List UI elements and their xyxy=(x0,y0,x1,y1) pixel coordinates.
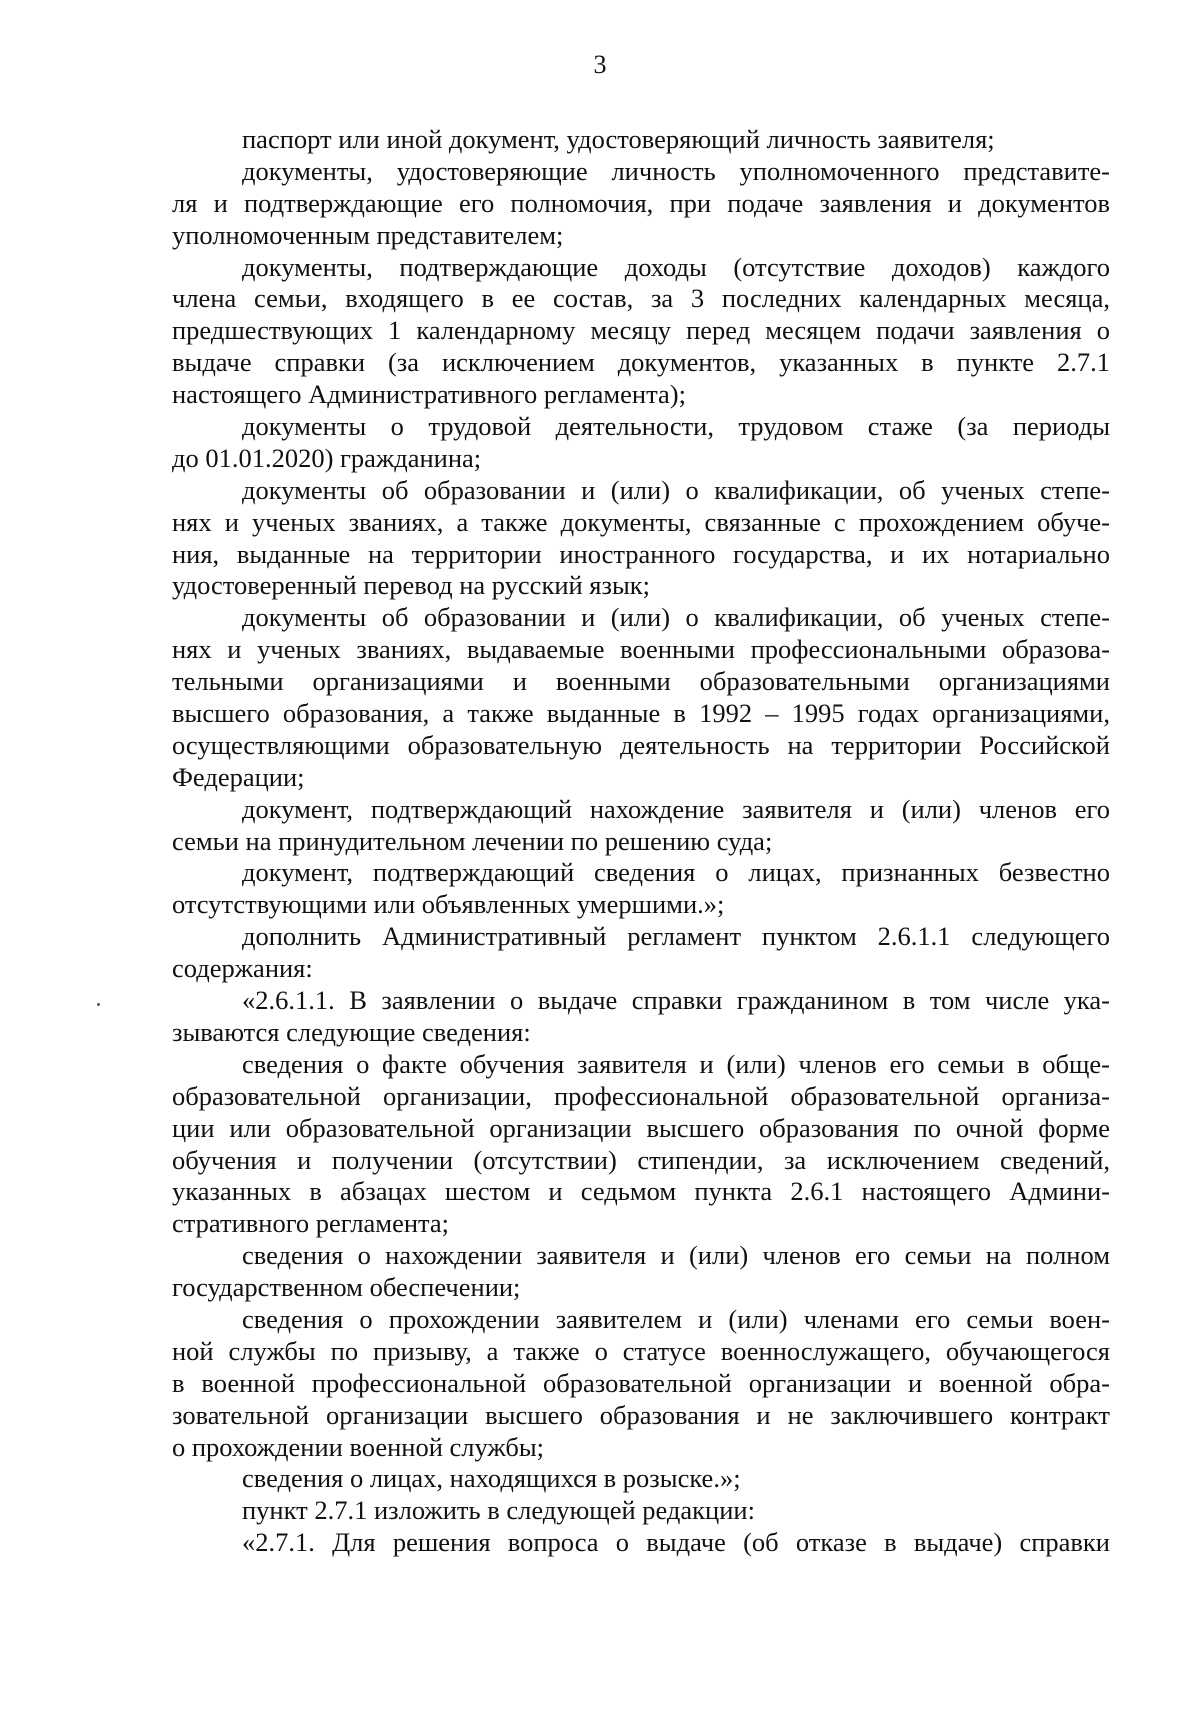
text-line: государственном обеспечении; xyxy=(172,1272,521,1303)
text-line: Федерации; xyxy=(172,761,305,792)
text-line: осуществляющими образовательную деятельность на территории Российской xyxy=(172,729,1110,760)
text-line: отсутствующими или объявленных умершими.»; xyxy=(172,889,725,920)
text-line: нях и ученых званиях, а также документы, связанные с прохождением обуче- xyxy=(172,506,1110,537)
text-line: зовательной организации высшего образования и не заключившего контракт xyxy=(172,1399,1110,1430)
text-line: содержания: xyxy=(172,953,313,984)
text-line: ной службы по призыву, а также о статусе военнослужащего, обучающегося xyxy=(172,1335,1110,1366)
text-line: зываются следующие сведения: xyxy=(172,1016,531,1047)
text-line: сведения о нахождении заявителя и (или) членов его семьи на полном xyxy=(242,1240,1110,1271)
text-line: пункт 2.7.1 изложить в следующей редакции: xyxy=(242,1495,755,1526)
text-line: документы, удостоверяющие личность уполномоченного представите- xyxy=(242,155,1110,186)
text-line: сведения о прохождении заявителем и (или) членами его семьи воен- xyxy=(242,1303,1110,1334)
text-line: ния, выданные на территории иностранного государства, и их нотариально xyxy=(172,538,1110,569)
text-line: тельными организациями и военными образовательными организациями xyxy=(172,666,1110,697)
text-line: обучения и получении (отсутствии) стипендии, за исключением сведений, xyxy=(172,1144,1110,1175)
text-line: документ, подтверждающий сведения о лицах, признанных безвестно xyxy=(242,857,1110,888)
document-body xyxy=(172,124,1110,1559)
text-line: высшего образования, а также выданные в 1992 – 1995 годах организациями, xyxy=(172,698,1110,729)
text-line: уполномоченным представителем; xyxy=(172,219,564,250)
page-number: 3 xyxy=(593,50,607,79)
text-line: дополнить Административный регламент пунктом 2.6.1.1 следующего xyxy=(242,921,1110,952)
text-line: члена семьи, входящего в ее состав, за 3 последних календарных месяца, xyxy=(172,283,1110,314)
scan-speck xyxy=(97,1003,100,1006)
text-line: нях и ученых званиях, выдаваемые военными профессиональными образова- xyxy=(172,634,1110,665)
text-line: документы, подтверждающие доходы (отсутствие доходов) каждого xyxy=(242,251,1110,282)
text-line: сведения о факте обучения заявителя и (или) членов его семьи в обще- xyxy=(242,1048,1110,1079)
text-line: в военной профессиональной образовательной организации и военной обра- xyxy=(172,1367,1110,1398)
text-line: образовательной организации, профессиональной образовательной организа- xyxy=(172,1080,1110,1111)
text-line: до 01.01.2020) гражданина; xyxy=(172,442,482,473)
text-line: ции или образовательной организации высшего образования по очной форме xyxy=(172,1112,1110,1143)
text-line: о прохождении военной службы; xyxy=(172,1431,545,1462)
text-line: стративного регламента; xyxy=(172,1208,450,1239)
text-line: документ, подтверждающий нахождение заявителя и (или) членов его xyxy=(242,793,1110,824)
text-line: «2.6.1.1. В заявлении о выдаче справки гражданином в том числе ука- xyxy=(242,985,1110,1016)
text-line: предшествующих 1 календарному месяцу перед месяцем подачи заявления о xyxy=(172,315,1110,346)
text-line: указанных в абзацах шестом и седьмом пункта 2.6.1 настоящего Админи- xyxy=(172,1176,1110,1207)
text-line: документы о трудовой деятельности, трудовом стаже (за периоды xyxy=(242,411,1110,442)
text-line: документы об образовании и (или) о квалификации, об ученых степе- xyxy=(242,602,1110,633)
text-line: удостоверенный перевод на русский язык; xyxy=(172,570,651,601)
text-line: сведения о лицах, находящихся в розыске.»; xyxy=(242,1463,741,1494)
text-line: ля и подтверждающие его полномочия, при подаче заявления и документов xyxy=(172,187,1110,218)
text-line: документы об образовании и (или) о квалификации, об ученых степе- xyxy=(242,474,1110,505)
text-line: выдаче справки (за исключением документов, указанных в пункте 2.7.1 xyxy=(172,347,1110,378)
text-line: настоящего Административного регламента); xyxy=(172,379,686,410)
text-line: паспорт или иной документ, удостоверяющий личность заявителя; xyxy=(242,124,995,154)
text-line: «2.7.1. Для решения вопроса о выдаче (об отказе в выдаче) справки xyxy=(242,1527,1110,1558)
text-line: семьи на принудительном лечении по решению суда; xyxy=(172,825,773,856)
